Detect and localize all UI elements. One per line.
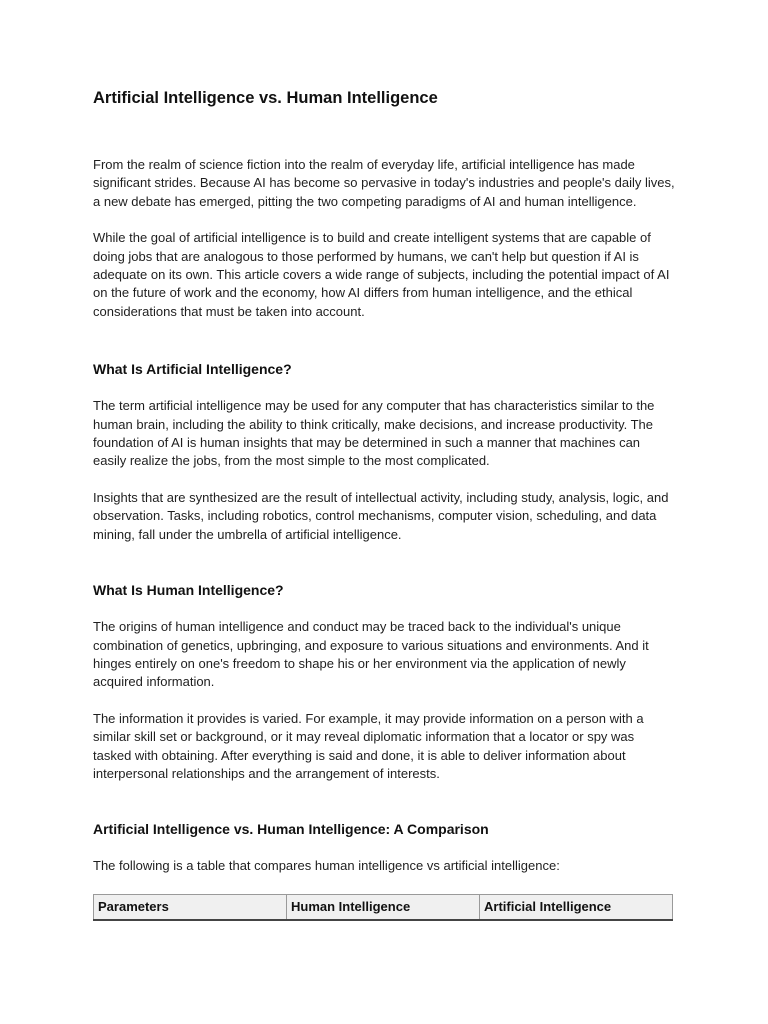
section-heading-human: What Is Human Intelligence? xyxy=(93,582,284,599)
page-title: Artificial Intelligence vs. Human Intelligence xyxy=(93,89,438,107)
document-page xyxy=(93,86,675,921)
column-header-ai: Artificial Intelligence xyxy=(480,894,673,920)
ai-paragraph-2: Insights that are synthesized are the result of intellectual activity, including study, analysis, logic, and observation. Tasks, including robotics, control mechanisms, computer vision, scheduling, and data mining, fall under the umbrella of artificial intelligence. xyxy=(93,489,669,542)
human-paragraph-2: The information it provides is varied. For example, it may provide information on a person with a similar skill set or background, or it may reveal diplomatic information that a locator or spy was tasked with obtaining. After everything is said and done, it is able to deliver information about interpersonal relationships and the arrangement of interests. xyxy=(93,710,644,781)
comparison-table xyxy=(93,894,673,921)
intro-paragraph-2: While the goal of artificial intelligence is to build and create intelligent systems that are capable of doing jobs that are analogous to those performed by humans, we can't help but question if AI is adequate on its own. This article covers a wide range of subjects, including the potential impact of AI on the future of work and the economy, how AI differs from human intelligence, and the ethical considerations that must be taken into account. xyxy=(93,230,670,319)
comparison-intro: The following is a table that compares human intelligence vs artificial intelligence: xyxy=(93,858,560,874)
section-heading-comparison: Artificial Intelligence vs. Human Intelligence: A Comparison xyxy=(93,821,489,838)
column-header-human: Human Intelligence xyxy=(287,894,480,920)
section-heading-ai: What Is Artificial Intelligence? xyxy=(93,361,292,378)
intro-paragraph-1: From the realm of science fiction into the realm of everyday life, artificial intelligence has made significant strides. Because AI has become so pervasive in today's industries and people's daily lives, a new debate has emerged, pitting the two competing paradigms of AI and human intelligence. xyxy=(93,157,675,209)
column-header-parameters: Parameters xyxy=(94,894,287,920)
ai-paragraph-1: The term artificial intelligence may be used for any computer that has characteristics similar to the human brain, including the ability to think critically, make decisions, and increase productivity. The foundation of AI is human insights that may be determined in such a manner that machines can easily realize the jobs, from the most simple to the most complicated. xyxy=(93,398,655,469)
human-paragraph-1: The origins of human intelligence and conduct may be traced back to the individual's unique combination of genetics, upbringing, and exposure to various situations and environments. And it hinges entirely on one's freedom to shape his or her environment via the application of newly acquired information. xyxy=(93,619,649,690)
table-header-row xyxy=(94,894,673,920)
